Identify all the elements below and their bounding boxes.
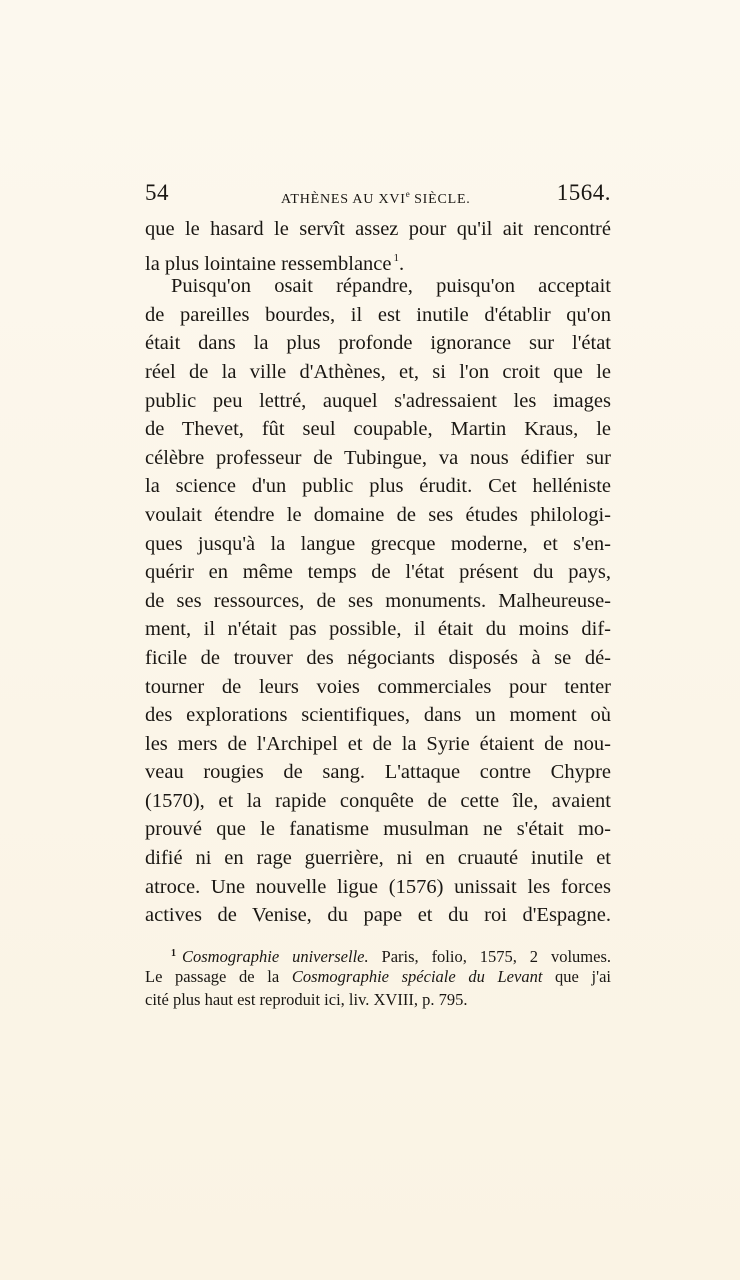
body-line: de Thevet, fût seul coupable, Martin Kraus, le bbox=[145, 418, 611, 441]
body-line-text: la plus lointaine ressemblance bbox=[145, 252, 392, 275]
running-head-text-end: SIÈCLE. bbox=[409, 192, 471, 207]
footnote-marker: 1 bbox=[171, 948, 176, 959]
body-line: Puisqu'on osait répandre, puisqu'on acceptait bbox=[171, 275, 611, 298]
body-line-period: . bbox=[399, 252, 405, 275]
body-line: atroce. Une nouvelle ligue (1576) unissait les forces bbox=[145, 875, 611, 898]
footnote-text: que j'ai bbox=[542, 967, 611, 986]
body-line: veau rougies de sang. L'attaque contre Chypre bbox=[145, 761, 611, 784]
page-number: 54 bbox=[145, 180, 169, 205]
footnote bbox=[145, 942, 611, 1011]
footnote-reference: 1 bbox=[393, 251, 399, 264]
body-line: la science d'un public plus érudit. Cet helléniste bbox=[145, 475, 611, 498]
footnote-line bbox=[145, 965, 611, 988]
body-line: était dans la plus profonde ignorance sur l'état bbox=[145, 332, 611, 355]
footnote-line: cité plus haut est reproduit ici, liv. XVIII, p. 795. bbox=[145, 990, 468, 1009]
body-line: tourner de leurs voies commerciales pour tenter bbox=[145, 675, 611, 698]
body-line: ment, il n'était pas possible, il était du moins dif- bbox=[145, 618, 611, 641]
body-line: de pareilles bourdes, il est inutile d'établir qu'on bbox=[145, 303, 611, 326]
body-line: actives de Venise, du pape et du roi d'Espagne. bbox=[145, 904, 611, 927]
body-line: célèbre professeur de Tubingue, va nous édifier sur bbox=[145, 446, 611, 469]
body-line: public peu lettré, auquel s'adressaient les images bbox=[145, 389, 611, 412]
body-line: les mers de l'Archipel et de la Syrie étaient de nou- bbox=[145, 732, 611, 755]
footnote-text: Le passage de la bbox=[145, 967, 292, 986]
footnote-line bbox=[145, 942, 611, 965]
running-head-superscript: e bbox=[405, 189, 410, 199]
footnote-title: Cosmographie universelle. bbox=[182, 947, 369, 966]
header-year: 1564. bbox=[556, 180, 611, 205]
body-line: réel de la ville d'Athènes, et, si l'on croit que le bbox=[145, 360, 611, 383]
body-line bbox=[145, 244, 611, 273]
body-line: des explorations scientifiques, dans un moment où bbox=[145, 704, 611, 727]
body-line: difié ni en rage guerrière, ni en cruauté inutile et bbox=[145, 847, 611, 870]
body-line: ques jusqu'à la langue grecque moderne, et s'en- bbox=[145, 532, 611, 555]
footnote-italic-title: Cosmographie spéciale du Levant bbox=[291, 967, 543, 986]
body-text bbox=[145, 215, 611, 930]
running-head-text: ATHÈNES AU XVI bbox=[281, 192, 406, 207]
body-line: voulait étendre le domaine de ses études philologi- bbox=[145, 503, 611, 526]
body-line: ficile de trouver des négociants disposés à se dé- bbox=[145, 646, 611, 669]
body-line: que le hasard le servît assez pour qu'il ait rencontré bbox=[145, 218, 611, 240]
running-head bbox=[281, 182, 471, 212]
body-line: prouvé que le fanatisme musulman ne s'était mo- bbox=[145, 818, 611, 841]
body-line: de ses ressources, de ses monuments. Malheureuse- bbox=[145, 589, 611, 612]
body-line: (1570), et la rapide conquête de cette île, avaient bbox=[145, 789, 611, 812]
body-line: quérir en même temps de l'état présent du pays, bbox=[145, 561, 611, 584]
page-header bbox=[145, 176, 611, 210]
footnote-text: Paris, folio, 1575, 2 volumes. bbox=[368, 947, 612, 966]
